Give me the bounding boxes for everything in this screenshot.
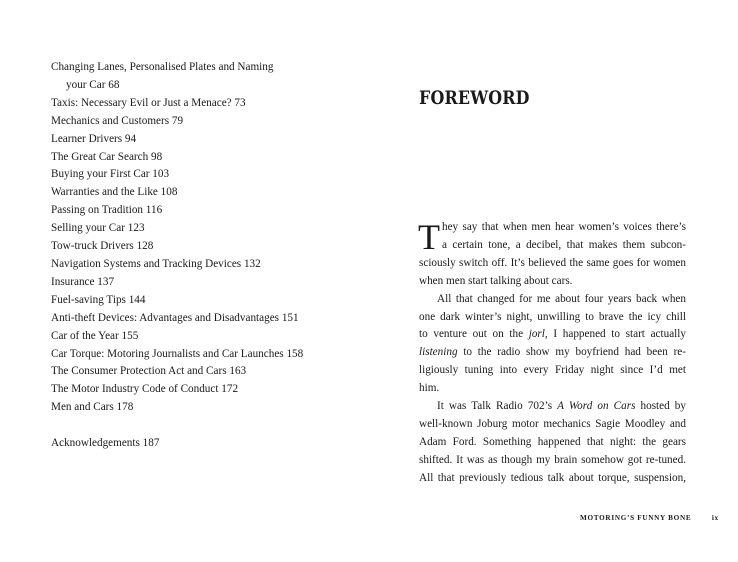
- paragraph: [419, 219, 686, 291]
- text-line: [419, 326, 686, 344]
- text-line: ligiously tuning into every Friday night since I’d met: [419, 364, 686, 377]
- toc-entry: Men and Cars 178: [51, 401, 134, 414]
- toc-entry: Insurance 137: [51, 275, 115, 288]
- text-run: hosted by: [635, 400, 686, 413]
- italic-title: A Word on Cars: [557, 400, 636, 413]
- paragraph: [419, 291, 686, 398]
- text-line: him.: [419, 382, 440, 395]
- toc-entry: Fuel-saving Tips 144: [51, 293, 146, 306]
- italic-word: listening: [419, 346, 458, 359]
- toc-spacer: [51, 417, 351, 435]
- text-line: All that previously tedious talk about torque, suspension,: [419, 471, 686, 484]
- toc-entry: Car of the Year 155: [51, 329, 139, 342]
- text-line: when men start talking about cars.: [419, 274, 573, 287]
- running-title: MOTORING’S FUNNY BONE: [580, 514, 692, 522]
- text-line: one dark winter’s night, unwilling to brave the icy chill: [419, 310, 686, 323]
- toc-entry: Warranties and the Like 108: [51, 186, 178, 199]
- toc-entry-acknowledgements: Acknowledgements 187: [51, 437, 160, 450]
- page-title: FOREWORD: [419, 88, 530, 109]
- text-line: well-known Joburg motor mechanics Sagie Moodley and: [419, 417, 686, 430]
- italic-word: jorl: [528, 328, 545, 341]
- toc-entry: The Great Car Search 98: [51, 150, 163, 163]
- text-run: to venture out on the: [419, 328, 529, 341]
- text-line: [419, 398, 686, 416]
- text-run: to the radio show my boyfriend had been re-: [457, 346, 686, 359]
- text-line: hey say that when men hear women’s voices there’s: [442, 221, 686, 233]
- toc-entry-text: Changing Lanes, Personalised Plates and Naming: [51, 61, 274, 73]
- toc-entry: Selling your Car 123: [51, 222, 145, 235]
- text-line: shifted. It was as though my brain somehow got re-tuned.: [419, 453, 686, 466]
- toc-entry: Navigation Systems and Tracking Devices 132: [51, 257, 261, 270]
- toc-entry: Anti-theft Devices: Advantages and Disadvantages 151: [51, 311, 299, 324]
- foreword-body: [419, 219, 686, 488]
- running-footer: [580, 514, 719, 522]
- toc-entry: Buying your First Car 103: [51, 168, 170, 181]
- toc-entry: Learner Drivers 94: [51, 132, 137, 145]
- toc-entry: Passing on Tradition 116: [51, 204, 163, 217]
- text-line: a certain tone, a decibel, that makes them subcon-: [442, 238, 686, 251]
- paragraph: [419, 398, 686, 488]
- drop-cap: T: [418, 217, 440, 257]
- table-of-contents: [51, 59, 351, 453]
- toc-entry: The Motor Industry Code of Conduct 172: [51, 383, 239, 396]
- toc-entry: Car Torque: Motoring Journalists and Car Launches 158: [51, 347, 304, 360]
- toc-entry: The Consumer Protection Act and Cars 163: [51, 365, 247, 378]
- text-line: Adam Ford. Something happened that night: the gears: [419, 435, 686, 448]
- page-number: ix: [711, 514, 719, 522]
- text-line: sciously switch off. It’s believed the same goes for women: [419, 256, 686, 269]
- text-run: , I happened to start actually: [544, 328, 686, 341]
- text-line: [419, 344, 686, 362]
- text-run: It was Talk Radio 702’s: [437, 400, 558, 413]
- toc-entry: Tow-truck Drivers 128: [51, 240, 154, 253]
- toc-entry: [51, 59, 351, 95]
- toc-entry-continuation: your Car 68: [66, 78, 120, 91]
- toc-entry: Taxis: Necessary Evil or Just a Menace? 73: [51, 96, 246, 109]
- text-line: All that changed for me about four years back when: [437, 292, 686, 305]
- toc-entry: Mechanics and Customers 79: [51, 114, 184, 127]
